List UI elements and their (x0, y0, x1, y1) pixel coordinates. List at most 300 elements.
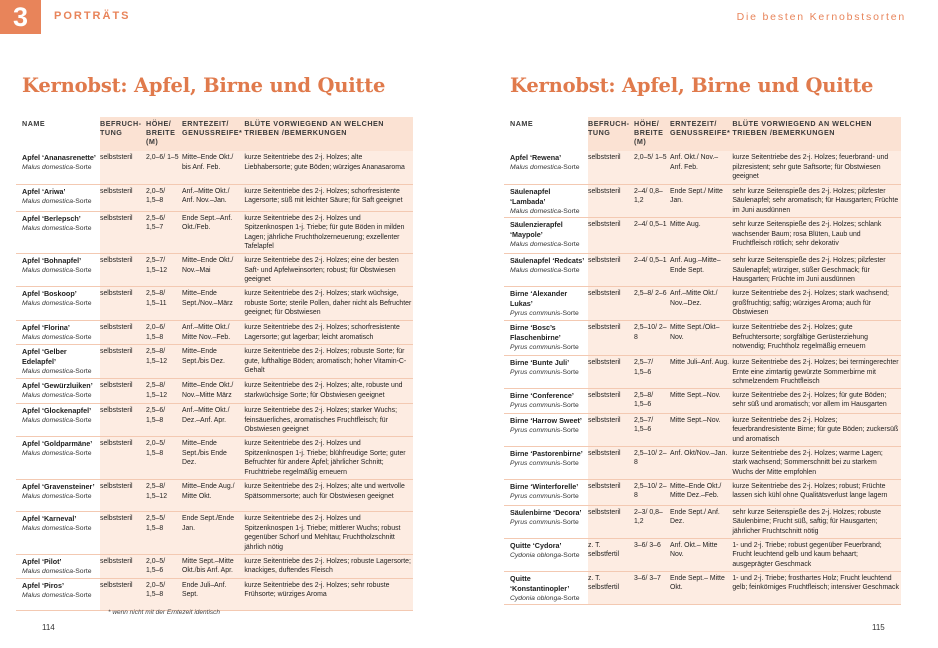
latin-suffix: -Sorte (560, 310, 579, 318)
size-cell: 2,5–7/ 1,5–6 (634, 355, 670, 388)
column-header-pollination: BEFRUCH-TUNG (100, 117, 146, 151)
variety-name: Apfel ‘Ananasrenette’ (22, 153, 96, 162)
size-cell: 2,5–8/ 1,5–12 (146, 379, 182, 404)
harvest-cell: Anf.–Mitte Okt./ Dez.–Anf. Apr. (182, 404, 244, 437)
pollination-cell: selbststeril (588, 184, 634, 218)
size-cell: 2,5–8/ 1,5–12 (146, 480, 182, 512)
variety-name-cell (16, 512, 100, 555)
variety-name: Birne ‘Bunte Juli’ (510, 357, 570, 367)
latin-suffix: -Sorte (73, 368, 92, 376)
latin-name: Cydonia oblonga (510, 594, 562, 602)
notes-cell: kurze Seitentriebe des 2-j. Holzes; stark wüchsige, robuste Sorte; sterile Pollen, daher nicht als Befruchter geeignet; für Obstwiesen (244, 287, 413, 321)
variety-name: Apfel ‘Rewena’ (510, 153, 562, 162)
pollination-cell: selbststeril (588, 413, 634, 446)
size-cell: 2,0–5/ 1,5–8 (146, 184, 182, 211)
variety-name-cell (504, 320, 588, 355)
size-cell: 2–4/ 0,5–1 (634, 254, 670, 287)
size-cell: 2,0–5/ 1,5–6 (146, 554, 182, 578)
left-variety-table (16, 117, 413, 611)
table-row (504, 571, 901, 605)
latin-name-line (22, 492, 98, 502)
size-cell: 3–6/ 3–6 (634, 538, 670, 571)
variety-name-cell (504, 254, 588, 287)
size-cell: 2–4/ 0,8–1,2 (634, 184, 670, 218)
variety-name: Apfel ‘Berlepsch’ (22, 213, 81, 223)
latin-suffix: -Sorte (73, 493, 92, 501)
notes-cell: kurze Seitentriebe des 2-j. Holzes; warme Lagen; stark wachsend; Sommerschnitt bei zu starkem Wuchs der Mitte empfohlen (732, 446, 901, 479)
latin-name-line (510, 266, 586, 276)
size-cell: 2,5–7/ 1,5–12 (146, 254, 182, 287)
notes-cell: kurze Seitentriebe des 2-j. Holzes; sehr robuste Frühsorte; würziges Aroma (244, 578, 413, 610)
harvest-cell: Mitte–Ende Okt./ Nov.–Mai (182, 254, 244, 287)
latin-name: Malus domestica (22, 567, 73, 575)
notes-cell: kurze Seitentriebe des 2-j. Holzes; robust; Früchte lassen sich kühl ohne Qualitätsverlust lange lagern (732, 479, 901, 505)
table-row (16, 287, 413, 321)
size-cell: 2,0–6/ 1,5–8 (146, 321, 182, 345)
notes-cell: sehr kurze Seitenspieße des 2-j. Holzes; robuste Säulenbirne; Frucht süß, saftig; für Hausgarten; jährlicher Fruchtschnitt nötig (732, 505, 901, 538)
latin-suffix: -Sorte (561, 207, 580, 215)
variety-name: Birne ‘Conference’ (510, 390, 574, 400)
latin-suffix: -Sorte (73, 164, 92, 172)
harvest-cell: Anf.–Mitte Okt./ Nov.–Dez. (670, 287, 732, 321)
notes-cell: kurze Seitentriebe des 2-j. Holzes und Spitzenknospen 1-j. Triebe; für gute Böden in milden Lagen; jährliche Fruchtholzerneuerung; exzellenter Tafelapfel (244, 211, 413, 254)
latin-name-line (22, 524, 98, 534)
notes-cell: sehr kurze Seitenspieße des 2-j. Holzes; pilzfester Säulenapfel; sehr aromatisch; für Hausgarten; Früchte im Juni ausdünnen (732, 184, 901, 218)
pollination-cell: selbststeril (100, 287, 146, 321)
variety-name: Säulenapfel ‘Lambada’ (510, 186, 551, 206)
harvest-cell: Ende Sept./ Anf. Dez. (670, 505, 732, 538)
latin-name-line (22, 391, 98, 401)
variety-name: Apfel ‘Karneval’ (22, 514, 77, 524)
pollination-cell: selbststeril (100, 512, 146, 555)
latin-suffix: -Sorte (73, 267, 92, 275)
latin-name: Malus domestica (22, 493, 73, 501)
latin-suffix: -Sorte (560, 368, 579, 376)
variety-name-cell (16, 404, 100, 437)
latin-name-line (510, 551, 586, 561)
latin-name-line (22, 449, 98, 459)
notes-cell: sehr kurze Seitenspieße des 2-j. Holzes; pilzfester Säulenapfel; würziger, süßer Geschmack; für Hausgarten; Früchte im Juni ausdünnen (732, 254, 901, 287)
pollination-cell: selbststeril (100, 211, 146, 254)
notes-cell: sehr kurze Seitenspieße des 2-j. Holzes; schlank wachsender Baum; rosa Blüten, Laub und Fruchtfleisch rötlich; sehr dekorativ (732, 218, 901, 254)
variety-name: Säulenbirne ‘Decora’ (510, 507, 582, 517)
pollination-cell: selbststeril (100, 321, 146, 345)
pollination-cell: selbststeril (100, 480, 146, 512)
table-row (16, 554, 413, 578)
latin-name-line (510, 492, 586, 502)
variety-name-cell (16, 578, 100, 610)
chapter-number-box: 3 (0, 0, 41, 34)
size-cell: 2,5–8/ 1,5–12 (146, 345, 182, 379)
size-cell: 2,0–5/ 1,5–8 (146, 437, 182, 480)
latin-suffix: -Sorte (73, 224, 92, 232)
variety-name: Birne ‘Alexander Lukas’ (510, 289, 568, 309)
variety-name: Apfel ‘Ariwa’ (22, 186, 66, 196)
variety-name: Säulenzierapfel ‘Maypole’ (510, 220, 563, 240)
column-header-name: NAME (504, 117, 588, 151)
harvest-cell: Mitte Sept.–Nov. (670, 388, 732, 413)
latin-name-line (510, 401, 586, 411)
column-header-pollination: BEFRUCH-TUNG (588, 117, 634, 151)
latin-name: Malus domestica (510, 164, 561, 172)
latin-name: Pyrus communis (510, 368, 561, 376)
size-cell: 2,5–10/ 2–8 (634, 320, 670, 355)
pollination-cell: selbststeril (588, 320, 634, 355)
harvest-cell: Mitte–Ende Okt./ bis Anf. Feb. (182, 151, 244, 184)
latin-name: Malus domestica (22, 164, 73, 172)
variety-name: Apfel ‘Gravensteiner’ (22, 482, 95, 492)
harvest-cell: Anf.–Mitte Okt./ Mitte Nov.–Feb. (182, 321, 244, 345)
size-cell: 2,5–6/ 1,5–8 (146, 404, 182, 437)
notes-cell: kurze Seitentriebe des 2-j. Holzes; schorfresistente Lagersorte; gut lagerbar; leicht aromatisch (244, 321, 413, 345)
table-row (504, 287, 901, 321)
latin-suffix: -Sorte (73, 392, 92, 400)
latin-name: Malus domestica (22, 591, 73, 599)
latin-name-line (510, 207, 586, 217)
latin-name: Pyrus communis (510, 310, 561, 318)
variety-name-cell (504, 571, 588, 605)
latin-name: Malus domestica (22, 224, 73, 232)
harvest-cell: Mitte Sept.–Mitte Okt./bis Anf. Apr. (182, 554, 244, 578)
variety-name: Quitte ‘Konstantinopler’ (510, 573, 570, 593)
size-cell: 2,5–5/ 1,5–8 (146, 512, 182, 555)
harvest-cell: Anf. Okt.– Mitte Nov. (670, 538, 732, 571)
table-row (16, 321, 413, 345)
table-row (504, 538, 901, 571)
pollination-cell: z. T. selbstfertil (588, 571, 634, 605)
table-row (16, 151, 413, 184)
latin-name: Pyrus communis (510, 426, 561, 434)
latin-name: Malus domestica (510, 267, 561, 275)
latin-name-line (510, 459, 586, 469)
latin-name-line (22, 367, 98, 377)
variety-name-cell (16, 184, 100, 211)
variety-name-cell (504, 151, 588, 184)
harvest-cell: Anf. Okt/Nov.–Jan. (670, 446, 732, 479)
size-cell: 2,5–10/ 2–8 (634, 446, 670, 479)
column-header-harvest: ERNTEZEIT/ GENUSSREIFE* (670, 117, 732, 151)
size-cell: 2–3/ 0,8–1,2 (634, 505, 670, 538)
harvest-cell: Mitte–Ende Aug./ Mitte Okt. (182, 480, 244, 512)
column-header-bloom: BLÜTE VORWIEGEND AN WELCHEN TRIEBEN /BEMERKUNGEN (244, 117, 413, 151)
pollination-cell: z. T. selbstfertil (588, 538, 634, 571)
latin-suffix: -Sorte (73, 417, 92, 425)
variety-name-cell (16, 554, 100, 578)
variety-name-cell (16, 254, 100, 287)
harvest-cell: Mitte–Ende Okt./ Nov.–Mitte März (182, 379, 244, 404)
notes-cell: kurze Seitentriebe des 2-j. Holzes; robuste Lagersorte; knackiges, duftendes Fleisch (244, 554, 413, 578)
variety-name-cell (16, 379, 100, 404)
latin-name: Malus domestica (22, 392, 73, 400)
variety-name: Apfel ‘Boskoop’ (22, 289, 77, 299)
right-variety-table (504, 117, 901, 605)
latin-suffix: -Sorte (561, 551, 580, 559)
latin-name-line (510, 518, 586, 528)
variety-name: Säulenapfel ‘Redcats’ (510, 256, 585, 266)
latin-name: Malus domestica (510, 241, 561, 249)
table-row (16, 345, 413, 379)
latin-suffix: -Sorte (73, 591, 92, 599)
variety-name-cell (504, 413, 588, 446)
latin-name-line (22, 266, 98, 276)
pollination-cell: selbststeril (100, 151, 146, 184)
variety-name: Apfel ‘Gewürzluiken’ (22, 381, 93, 391)
notes-cell: kurze Seitentriebe des 2-j. Holzes und Spitzenknospen 1-j. Triebe; blühfreudige Sorte; guter Befruchter für andere Äpfel; jährlicher Schnitt; Fruchttriebe regelmäßig erneuern (244, 437, 413, 480)
latin-name-line (510, 426, 586, 436)
variety-name-cell (504, 287, 588, 321)
variety-name: Apfel ‘Gelber Edelapfel’ (22, 347, 67, 367)
latin-suffix: -Sorte (73, 197, 92, 205)
notes-cell: kurze Seitentriebe des 2-j. Holzes; eine der besten Saft- und Apfelweinsorten; robust; für Obstwiesen geeignet (244, 254, 413, 287)
size-cell: 2,5–7/ 1,5–6 (634, 413, 670, 446)
harvest-cell: Mitte–Ende Sept./bis Ende Dez. (182, 437, 244, 480)
notes-cell: kurze Seitentriebe des 2-j. Holzes; alte und wertvolle Spätsommersorte; auch für Obstwiesen geeignet (244, 480, 413, 512)
harvest-cell: Mitte–Ende Sept./bis Dez. (182, 345, 244, 379)
pollination-cell: selbststeril (588, 479, 634, 505)
pollination-cell: selbststeril (588, 388, 634, 413)
size-cell: 2,5–6/ 1,5–7 (146, 211, 182, 254)
column-header-name: NAME (16, 117, 100, 151)
pollination-cell: selbststeril (588, 151, 634, 184)
latin-suffix: -Sorte (560, 426, 579, 434)
notes-cell: kurze Seitentriebe des 2-j. Holzes; alte Liebhabersorte; gute Böden; würziges Ananasaroma (244, 151, 413, 184)
notes-cell: kurze Seitentriebe des 2-j. Holzes; schorfresistente Lagersorte; süß mit leichter Säure; für Saft geeignet (244, 184, 413, 211)
latin-name-line (22, 333, 98, 343)
harvest-cell: Ende Juli–Anf. Sept. (182, 578, 244, 610)
latin-suffix: -Sorte (73, 300, 92, 308)
variety-name-cell (504, 446, 588, 479)
variety-name: Quitte ‘Cydora’ (510, 540, 562, 550)
pollination-cell: selbststeril (100, 578, 146, 610)
table-row (16, 512, 413, 555)
latin-name: Pyrus communis (510, 492, 561, 500)
latin-suffix: -Sorte (73, 334, 92, 342)
notes-cell: 1- und 2-j. Triebe; frosthartes Holz; Frucht leuchtend gelb; feinkörniges Fruchtfleisch; intensiver Geschmack (732, 571, 901, 605)
right-page-number: 115 (872, 623, 885, 632)
harvest-cell: Ende Sept./Ende Jan. (182, 512, 244, 555)
table-row (504, 446, 901, 479)
table-row (504, 505, 901, 538)
table-header-row (504, 117, 901, 151)
size-cell: 2,5–8/ 1,5–6 (634, 388, 670, 413)
table-row (16, 437, 413, 480)
table-row (504, 254, 901, 287)
table-row (504, 413, 901, 446)
latin-name: Pyrus communis (510, 401, 561, 409)
harvest-cell: Ende Sept.–Anf. Okt./Feb. (182, 211, 244, 254)
notes-cell: kurze Seitentriebe des 2-j. Holzes; alte, robuste und starkwüchsige Sorte; für Obstwiesen geeignet (244, 379, 413, 404)
latin-name: Malus domestica (22, 197, 73, 205)
table-header-row (16, 117, 413, 151)
latin-name-line (510, 594, 586, 604)
harvest-cell: Ende Sept./ Mitte Jan. (670, 184, 732, 218)
table-row (16, 254, 413, 287)
running-head: Die besten Kernobstsorten (736, 11, 906, 23)
notes-cell: kurze Seitentriebe des 2-j. Holzes; gute Befruchtersorte; sorgfältige Gerüsterziehung notwendig; Fruchtholz regelmäßig erneuern (732, 320, 901, 355)
pollination-cell: selbststeril (588, 355, 634, 388)
latin-name-line (510, 163, 586, 173)
size-cell: 2,0–5/ 1,5–8 (146, 578, 182, 610)
latin-name-line (510, 368, 586, 378)
latin-name-line (22, 197, 98, 207)
latin-name: Cydonia oblonga (510, 551, 562, 559)
latin-suffix: -Sorte (561, 594, 580, 602)
harvest-cell: Mitte Aug. (670, 218, 732, 254)
latin-name: Malus domestica (510, 207, 561, 215)
variety-name-cell (504, 388, 588, 413)
variety-name: Birne ‘Winterforelle’ (510, 481, 579, 491)
harvest-cell: Mitte Sept.–Nov. (670, 413, 732, 446)
latin-suffix: -Sorte (73, 567, 92, 575)
size-cell: 2,0–5/ 1–5 (634, 151, 670, 184)
table-row (16, 578, 413, 610)
latin-name: Pyrus communis (510, 459, 561, 467)
latin-suffix: -Sorte (560, 459, 579, 467)
variety-name-cell (504, 184, 588, 218)
table-row (16, 211, 413, 254)
variety-name-cell (16, 211, 100, 254)
pollination-cell: selbststeril (100, 184, 146, 211)
latin-name: Pyrus communis (510, 518, 561, 526)
table-row (16, 379, 413, 404)
variety-name-cell (504, 505, 588, 538)
variety-name-cell (16, 321, 100, 345)
pollination-cell: selbststeril (100, 437, 146, 480)
latin-name-line (22, 299, 98, 309)
variety-name-cell (16, 151, 100, 184)
size-cell: 2,0–6/ 1–5 (146, 151, 182, 184)
table-row (16, 480, 413, 512)
variety-name: Apfel ‘Piros’ (22, 580, 64, 590)
variety-name-cell (16, 437, 100, 480)
latin-suffix: -Sorte (73, 525, 92, 533)
column-header-size: HÖHE/ BREITE (M) (634, 117, 670, 151)
latin-suffix: -Sorte (560, 401, 579, 409)
latin-suffix: -Sorte (560, 518, 579, 526)
table-row (504, 320, 901, 355)
variety-name: Apfel ‘Glockenapfel’ (22, 406, 92, 416)
variety-name: Apfel ‘Florina’ (22, 323, 70, 333)
left-page-number: 114 (42, 623, 55, 632)
latin-name-line (22, 567, 98, 577)
latin-name: Malus domestica (22, 300, 73, 308)
notes-cell: kurze Seitentriebe des 2-j. Holzes; für gute Böden; sehr süß und aromatisch; vor allem im Hausgarten (732, 388, 901, 413)
size-cell: 2,5–8/ 2–6 (634, 287, 670, 321)
column-header-harvest: ERNTEZEIT/ GENUSSREIFE* (182, 117, 244, 151)
variety-name: Birne ‘Bosc’s Flaschenbirne’ (510, 322, 561, 342)
pollination-cell: selbststeril (588, 287, 634, 321)
variety-name-cell (504, 218, 588, 254)
notes-cell: kurze Seitentriebe des 2-j. Holzes; feuerbrandresistente Birne; für gute Böden; zuckersüß und aromatisch (732, 413, 901, 446)
variety-name-cell (16, 287, 100, 321)
table-row (504, 479, 901, 505)
latin-name: Malus domestica (22, 417, 73, 425)
variety-name: Apfel ‘Bohnapfel’ (22, 256, 82, 266)
variety-name-cell (16, 480, 100, 512)
harvest-cell: Mitte Juli–Anf. Aug. (670, 355, 732, 388)
table-row (504, 355, 901, 388)
notes-cell: kurze Seitentriebe des 2-j. Holzes; bei termingerechter Ernte eine zimtartig gewürzte Sommerbirne mit schmelzendem Fruchtfleisch (732, 355, 901, 388)
pollination-cell: selbststeril (100, 345, 146, 379)
pollination-cell: selbststeril (100, 554, 146, 578)
pollination-cell: selbststeril (100, 404, 146, 437)
variety-name: Birne ‘Pastorenbirne’ (510, 448, 583, 458)
pollination-cell: selbststeril (588, 505, 634, 538)
latin-name: Malus domestica (22, 334, 73, 342)
latin-name: Malus domestica (22, 368, 73, 376)
pollination-cell: selbststeril (588, 254, 634, 287)
notes-cell: kurze Seitentriebe des 2-j. Holzes; feuerbrand- und pilzresistent; sehr gute Saftsorte; für Obstwiesen geeignet (732, 151, 901, 184)
latin-suffix: -Sorte (561, 164, 580, 172)
latin-suffix: -Sorte (561, 241, 580, 249)
harvest-cell: Anf.–Mitte Okt./ Anf. Nov.–Jan. (182, 184, 244, 211)
table-row (504, 388, 901, 413)
latin-name: Malus domestica (22, 450, 73, 458)
size-cell: 3–6/ 3–7 (634, 571, 670, 605)
latin-name-line (22, 416, 98, 426)
notes-cell: kurze Seitentriebe des 2-j. Holzes; stark wachsend; großfruchtig; saftig; würziges Aroma; auch für Obstwiesen (732, 287, 901, 321)
latin-name-line (22, 163, 98, 173)
table-row (504, 218, 901, 254)
latin-name: Malus domestica (22, 525, 73, 533)
notes-cell: kurze Seitentriebe des 2-j. Holzes; starker Wuchs; feinsäuerliches, aromatisches Fruchtfleisch; für Obstwiesen geeignet (244, 404, 413, 437)
harvest-cell: Anf. Aug.–Mitte–Ende Sept. (670, 254, 732, 287)
latin-name-line (22, 224, 98, 234)
variety-name-cell (504, 538, 588, 571)
latin-name-line (22, 591, 98, 601)
column-header-size: HÖHE/ BREITE (M) (146, 117, 182, 151)
variety-name: Birne ‘Harrow Sweet’ (510, 415, 582, 425)
table-row (504, 151, 901, 184)
left-page-title: Kernobst: Apfel, Birne und Quitte (22, 74, 386, 97)
size-cell: 2–4/ 0,5–1 (634, 218, 670, 254)
latin-suffix: -Sorte (560, 344, 579, 351)
harvest-cell: Mitte Sept./Okt–Nov. (670, 320, 732, 355)
latin-name: Pyrus communis (510, 344, 561, 351)
harvest-cell: Mitte–Ende Sept./Nov.–März (182, 287, 244, 321)
size-cell: 2,5–8/ 1,5–11 (146, 287, 182, 321)
pollination-cell: selbststeril (588, 218, 634, 254)
variety-name-cell (504, 479, 588, 505)
table-row (504, 184, 901, 218)
variety-name-cell (16, 345, 100, 379)
notes-cell: kurze Seitentriebe des 2-j. Holzes und Spitzenknospen 1-j. Triebe; mittlerer Wuchs; robust gegenüber Schorf und Mehltau; Fruchtholzschnitt jährlich nötig (244, 512, 413, 555)
harvest-cell: Anf. Okt./ Nov.–Anf. Feb. (670, 151, 732, 184)
notes-cell: kurze Seitentriebe des 2-j. Holzes; robuste Sorte; für gute, lufthaltige Böden; aromatisch; hoher Vitamin-C-Gehalt (244, 345, 413, 379)
pollination-cell: selbststeril (100, 254, 146, 287)
table-row (16, 404, 413, 437)
latin-name: Malus domestica (22, 267, 73, 275)
latin-suffix: -Sorte (73, 450, 92, 458)
latin-suffix: -Sorte (561, 267, 580, 275)
notes-cell: 1- und 2-j. Triebe; robust gegenüber Feuerbrand; Frucht leuchtend gelb und kaum behaart; ausgeprägter Geschmack (732, 538, 901, 571)
column-header-bloom: BLÜTE VORWIEGEND AN WELCHEN TRIEBEN /BEMERKUNGEN (732, 117, 901, 151)
latin-name-line (510, 309, 586, 319)
harvest-cell: Ende Sept.– Mitte Okt. (670, 571, 732, 605)
latin-suffix: -Sorte (560, 492, 579, 500)
right-page-title: Kernobst: Apfel, Birne und Quitte (510, 74, 874, 97)
variety-name-cell (504, 355, 588, 388)
pollination-cell: selbststeril (588, 446, 634, 479)
table-row (16, 184, 413, 211)
footnote: * wenn nicht mit der Erntezeit identisch (108, 609, 220, 616)
pollination-cell: selbststeril (100, 379, 146, 404)
harvest-cell: Mitte–Ende Okt./ Mitte Dez.–Feb. (670, 479, 732, 505)
latin-name-line (510, 240, 586, 250)
section-label: PORTRÄTS (54, 10, 131, 22)
variety-name: Apfel ‘Pilot’ (22, 556, 62, 566)
size-cell: 2,5–10/ 2–8 (634, 479, 670, 505)
